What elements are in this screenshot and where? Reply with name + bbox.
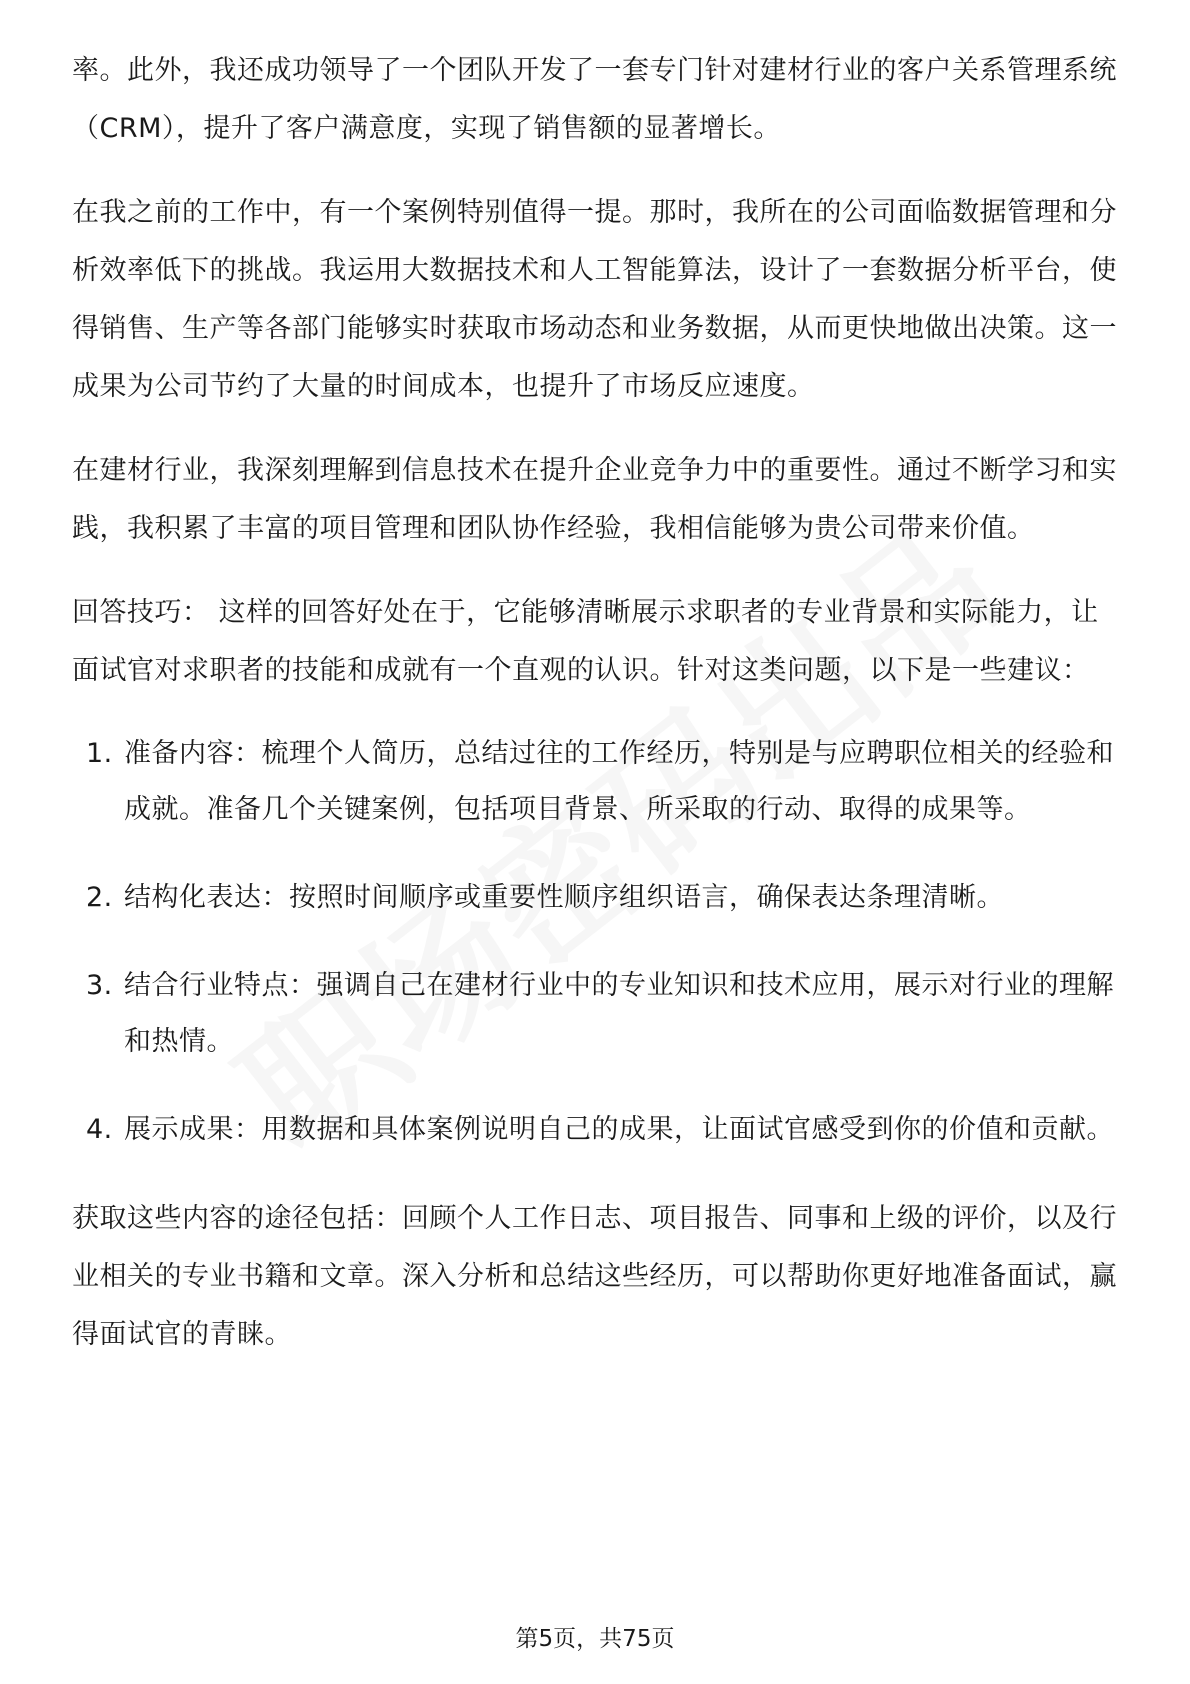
document-body xyxy=(72,42,1122,1390)
list-item xyxy=(72,870,1122,926)
list-text: 准备内容：梳理个人简历，总结过往的工作经历，特别是与应聘职位相关的经验和成就。准备几个关键案例，包括项目背景、所采取的行动、取得的成果等。 xyxy=(124,738,1114,825)
list-number: 4. xyxy=(86,1114,113,1145)
suggestion-list xyxy=(72,726,1122,1158)
list-item xyxy=(72,726,1122,838)
paragraph-industry: 在建材行业，我深刻理解到信息技术在提升企业竞争力中的重要性。通过不断学习和实践，我积累了丰富的项目管理和团队协作经验，我相信能够为贵公司带来价值。 xyxy=(72,455,1117,544)
paragraph-case: 在我之前的工作中，有一个案例特别值得一提。那时，我所在的公司面临数据管理和分析效率低下的挑战。我运用大数据技术和人工智能算法，设计了一套数据分析平台，使得销售、生产等各部门能够实时获取市场动态和业务数据，从而更快地做出决策。这一成果为公司节约了大量的时间成本，也提升了市场反应速度。 xyxy=(72,197,1117,402)
list-text: 展示成果：用数据和具体案例说明自己的成果，让面试官感受到你的价值和贡献。 xyxy=(124,1114,1114,1145)
list-number: 1. xyxy=(86,738,113,769)
paragraph-crm: 率。此外，我还成功领导了一个团队开发了一套专门针对建材行业的客户关系管理系统（CRM），提升了客户满意度，实现了销售额的显著增长。 xyxy=(72,55,1117,144)
list-text: 结合行业特点：强调自己在建材行业中的专业知识和技术应用，展示对行业的理解和热情。 xyxy=(124,970,1114,1057)
list-number: 2. xyxy=(86,882,113,913)
paragraph-sources: 获取这些内容的途径包括：回顾个人工作日志、项目报告、同事和上级的评价，以及行业相关的专业书籍和文章。深入分析和总结这些经历，可以帮助你更好地准备面试，赢得面试官的青睐。 xyxy=(72,1203,1117,1350)
list-item xyxy=(72,1102,1122,1158)
list-text: 结构化表达：按照时间顺序或重要性顺序组织语言，确保表达条理清晰。 xyxy=(124,882,1004,913)
list-item xyxy=(72,958,1122,1070)
paragraph-tips: 回答技巧： 这样的回答好处在于，它能够清晰展示求职者的专业背景和实际能力，让面试官对求职者的技能和成就有一个直观的认识。针对这类问题，以下是一些建议： xyxy=(72,597,1099,686)
list-number: 3. xyxy=(86,970,113,1001)
page-number-footer: 第5页，共75页 xyxy=(515,1626,675,1652)
